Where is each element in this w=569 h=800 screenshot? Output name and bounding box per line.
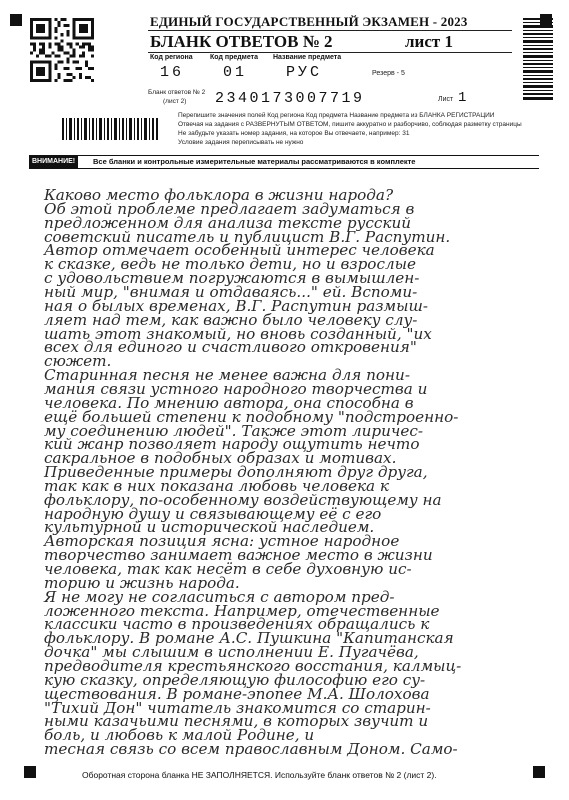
sheet-number: 1 (458, 90, 470, 106)
footer-note: Оборотная сторона бланка НЕ ЗАПОЛНЯЕТСЯ. Используйте бланк ответов № 2 (лист 2). (82, 770, 437, 780)
answer-line: му соединению людей". Также этот лиричес- (44, 421, 423, 440)
barcode-icon (523, 18, 553, 100)
answer-line: к сказке, ведь не только дети, но и взрослые (44, 255, 416, 274)
answer-line: фольклору. В романе А.С. Пушкина "Капитанская (44, 629, 454, 648)
warning-tag: ВНИМАНИЕ! (29, 156, 78, 168)
instruction-line: Перепишите значения полей Код региона Код предмета Название предмета из БЛАНКА РЕГИСТРАЦИИ (178, 112, 495, 119)
answer-line: сакральное в подобных образах и мотивах. (44, 449, 397, 468)
answer-line: Об этой проблеме предлагает задуматься в (44, 199, 415, 218)
warning-text: Все бланки и контрольные измерительные материалы рассматриваются в комплекте (93, 157, 416, 166)
answer-line: мания связи устного народного творчества и (44, 379, 428, 398)
answer-line: советский писатель и публицист В.Г. Распутин. (44, 227, 451, 246)
answer-line: кую сказку, определяющую философию его су- (44, 670, 426, 689)
answer-line: человека, так как несёт в себе духовную ис- (44, 560, 412, 579)
answer-line: ный мир, "внимая и отдаваясь..." ей. Вспоми- (44, 282, 418, 301)
form-number-sub-label: (лист 2) (163, 98, 187, 105)
answer-line: предложенном для анализа тексте русский (44, 213, 412, 232)
answer-line: боль, и любовь к малой Родине, и (44, 726, 315, 745)
corner-marker-top-left (10, 14, 22, 26)
subject-name-value: РУС (286, 64, 323, 81)
reserve-label: Резерв - 5 (372, 70, 405, 77)
answer-line: Старинная песня не менее важна для пони- (44, 366, 410, 385)
answer-line: ная о былых временах, В.Г. Распутин размыш- (44, 296, 429, 315)
qr-code-icon (30, 18, 94, 82)
answer-line: Я не могу не согласиться с автором пред- (44, 587, 395, 606)
answer-line: предводителя крестьянского восстания, калмыц- (44, 657, 462, 676)
answer-line: Автор отмечает особенный интерес человека (44, 241, 435, 260)
answer-area (44, 186, 549, 759)
answer-line: "Тихий Дон" читатель знакомится со старин- (44, 698, 431, 717)
answer-line: торию и жизнь народа. (44, 573, 240, 592)
subject-code-value: 01 (223, 64, 248, 81)
answer-line: Приведенные примеры дополняют друг друга, (44, 463, 428, 482)
answer-line: тесная связь со всем православным Доном. Само- (44, 740, 458, 759)
exam-title: ЕДИНЫЙ ГОСУДАРСТВЕННЫЙ ЭКЗАМЕН - 2023 (150, 14, 468, 29)
answer-line: ществования. В романе-эпопее М.А. Шолохова (44, 684, 430, 703)
answer-line: с удовольствием погружаются в вымышлен- (44, 269, 420, 288)
region-code-value: 16 (160, 64, 185, 81)
answer-line: творчество занимает важное место в жизни (44, 546, 433, 565)
answer-line: кий жанр позволяет народу ощутить нечто (44, 435, 420, 454)
answer-line: дочка" мы слышим в исполнении Е. Пугачёва, (44, 643, 419, 662)
answer-line: культурной и исторической наследием. (44, 518, 375, 537)
answer-line: Авторская позиция ясна: устное народное (44, 532, 400, 551)
answer-line: ными казачьими песнями, в которых звучит и (44, 712, 429, 731)
answer-line: народную душу и связывающему её с его (44, 504, 382, 523)
answer-line: так как в них показана любовь человека к (44, 476, 389, 495)
answer-line: человека. По мнению автора, она способна в (44, 393, 414, 412)
divider (148, 52, 512, 53)
sheet-label: лист 1 (405, 32, 453, 51)
instruction-line: Отвечая на задания с РАЗВЕРНУТЫМ ОТВЕТОМ, пишите аккуратно и разборчиво, соблюдая разметку страницы (178, 121, 522, 128)
answer-line: ложенного текста. Например, отечественные (44, 601, 440, 620)
answer-line: фольклору, по-особенному воздействующему на (44, 490, 442, 509)
subject-code-label: Код предмета (210, 54, 258, 61)
form-number-label: Бланк ответов № 2 (148, 89, 206, 96)
warning-bar (29, 155, 539, 169)
instruction-line: Условие задания переписывать не нужно (178, 139, 304, 146)
answer-line: Каково место фольклора в жизни народа? (44, 186, 394, 204)
corner-marker-bottom-left (24, 766, 36, 778)
form-number: 2340173007719 (215, 90, 365, 107)
answer-line: классики часто в произведениях обращались к (44, 615, 430, 634)
divider (148, 30, 512, 31)
answer-line: ещё большей степени к подобному "подстроенно- (44, 407, 459, 426)
region-code-label: Код региона (150, 54, 193, 61)
answer-line: ляет над тем, как важно было человеку слу- (44, 310, 418, 329)
answer-line: шать этот знакомый, но вновь созданный, "их (44, 324, 432, 343)
answer-line: сюжет. (44, 352, 112, 371)
instruction-line: Не забудьте указать номер задания, на которое Вы отвечаете, например: 31 (178, 130, 410, 137)
form-title: БЛАНК ОТВЕТОВ № 2 (150, 32, 333, 51)
corner-marker-bottom-right (533, 766, 545, 778)
barcode-icon (62, 118, 158, 140)
answer-line: всех для единого и счастливого откровения" (44, 338, 417, 357)
subject-name-label: Название предмета (273, 54, 342, 61)
sheet-word: Лист (438, 96, 454, 103)
